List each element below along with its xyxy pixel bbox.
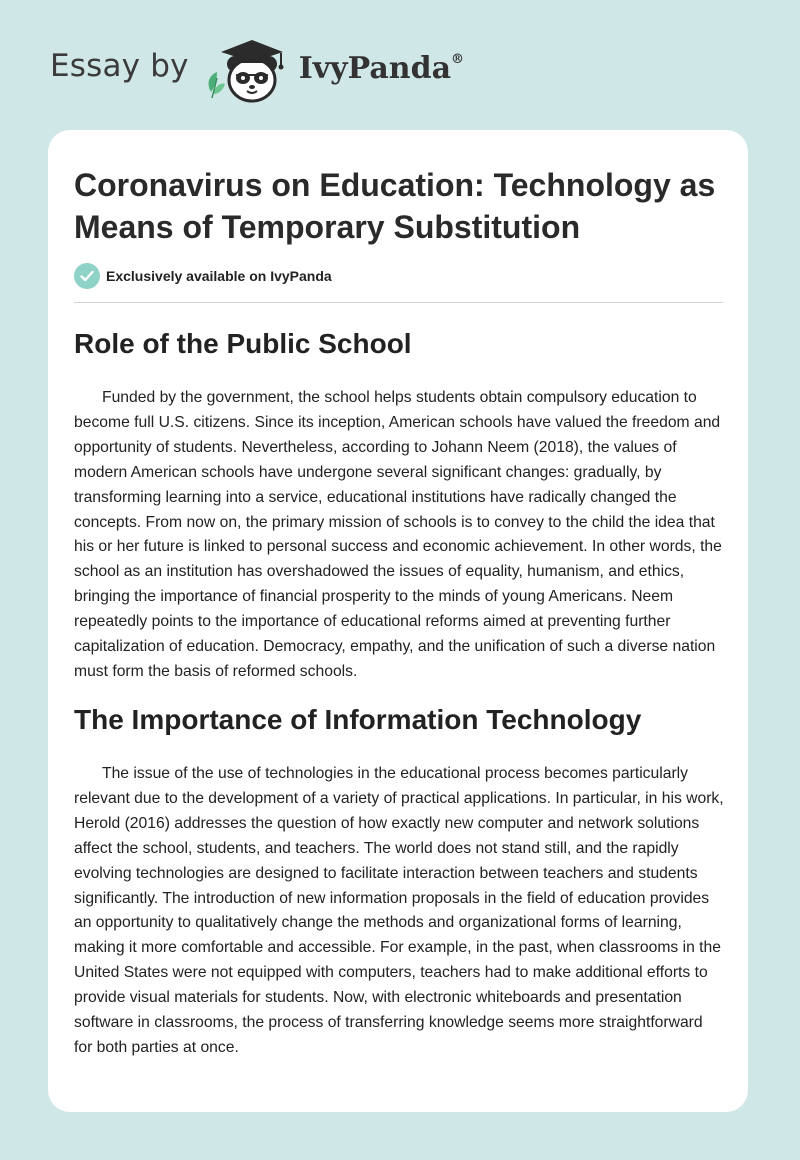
divider <box>74 302 723 303</box>
logo-wordmark: IvyPanda® <box>298 50 465 86</box>
panda-mascot-icon <box>203 34 295 106</box>
section-heading-information-technology: The Importance of Information Technology <box>74 704 642 735</box>
logo-prefix: Essay by <box>50 48 189 84</box>
page-title: Coronavirus on Education: Technology as Means of Temporary Substitution <box>74 167 716 245</box>
badge-label: Exclusively available on IvyPanda <box>106 268 332 284</box>
section-heading-public-school: Role of the Public School <box>74 328 412 359</box>
section-body-public-school: Funded by the government, the school helps students obtain compulsory education to become full U.S. citizens. Since its inception, American schools have valued the freedom and opportunity of students. Nevertheless, according to Johann Neem (2018), the values of modern American schools have undergone several significant changes: gradually, by transforming learning into a service, educational institutions have radically changed the concepts. From now on, the primary mission of schools is to convey to the child the idea that his or her future is linked to personal success and economic achievement. In other words, the school as an institution has overshadowed the issues of equality, humanism, and ethics, bringing the importance of financial prosperity to the minds of young Americans. Neem repeatedly points to the importance of educational reforms aimed at preventing further capitalization of education. Democracy, empathy, and the unification of such a diverse nation must form the basis of reformed schools. <box>74 389 722 680</box>
check-circle-icon <box>74 263 100 289</box>
essay-card <box>48 130 748 1112</box>
section-body-information-technology: The issue of the use of technologies in the educational process becomes particularly relevant due to the development of a variety of practical applications. In particular, in his work, Herold (2016) addresses the question of how exactly new computer and network solutions affect the school, students, and teachers. The world does not stand still, and the rapidly evolving technologies are designed to facilitate interaction between teachers and students significantly. The introduction of new information proposals in the field of education provides an opportunity to qualitatively change the methods and organizational forms of learning, making it more comfortable and accessible. For example, in the past, when classrooms in the United States were not equipped with computers, teachers had to make additional efforts to provide visual materials for students. Now, with electronic whiteboards and presentation software in classrooms, the process of transferring knowledge seems more straightforward for both parties at once. <box>74 765 724 1056</box>
exclusive-badge <box>74 263 332 289</box>
site-logo[interactable] <box>50 34 464 106</box>
